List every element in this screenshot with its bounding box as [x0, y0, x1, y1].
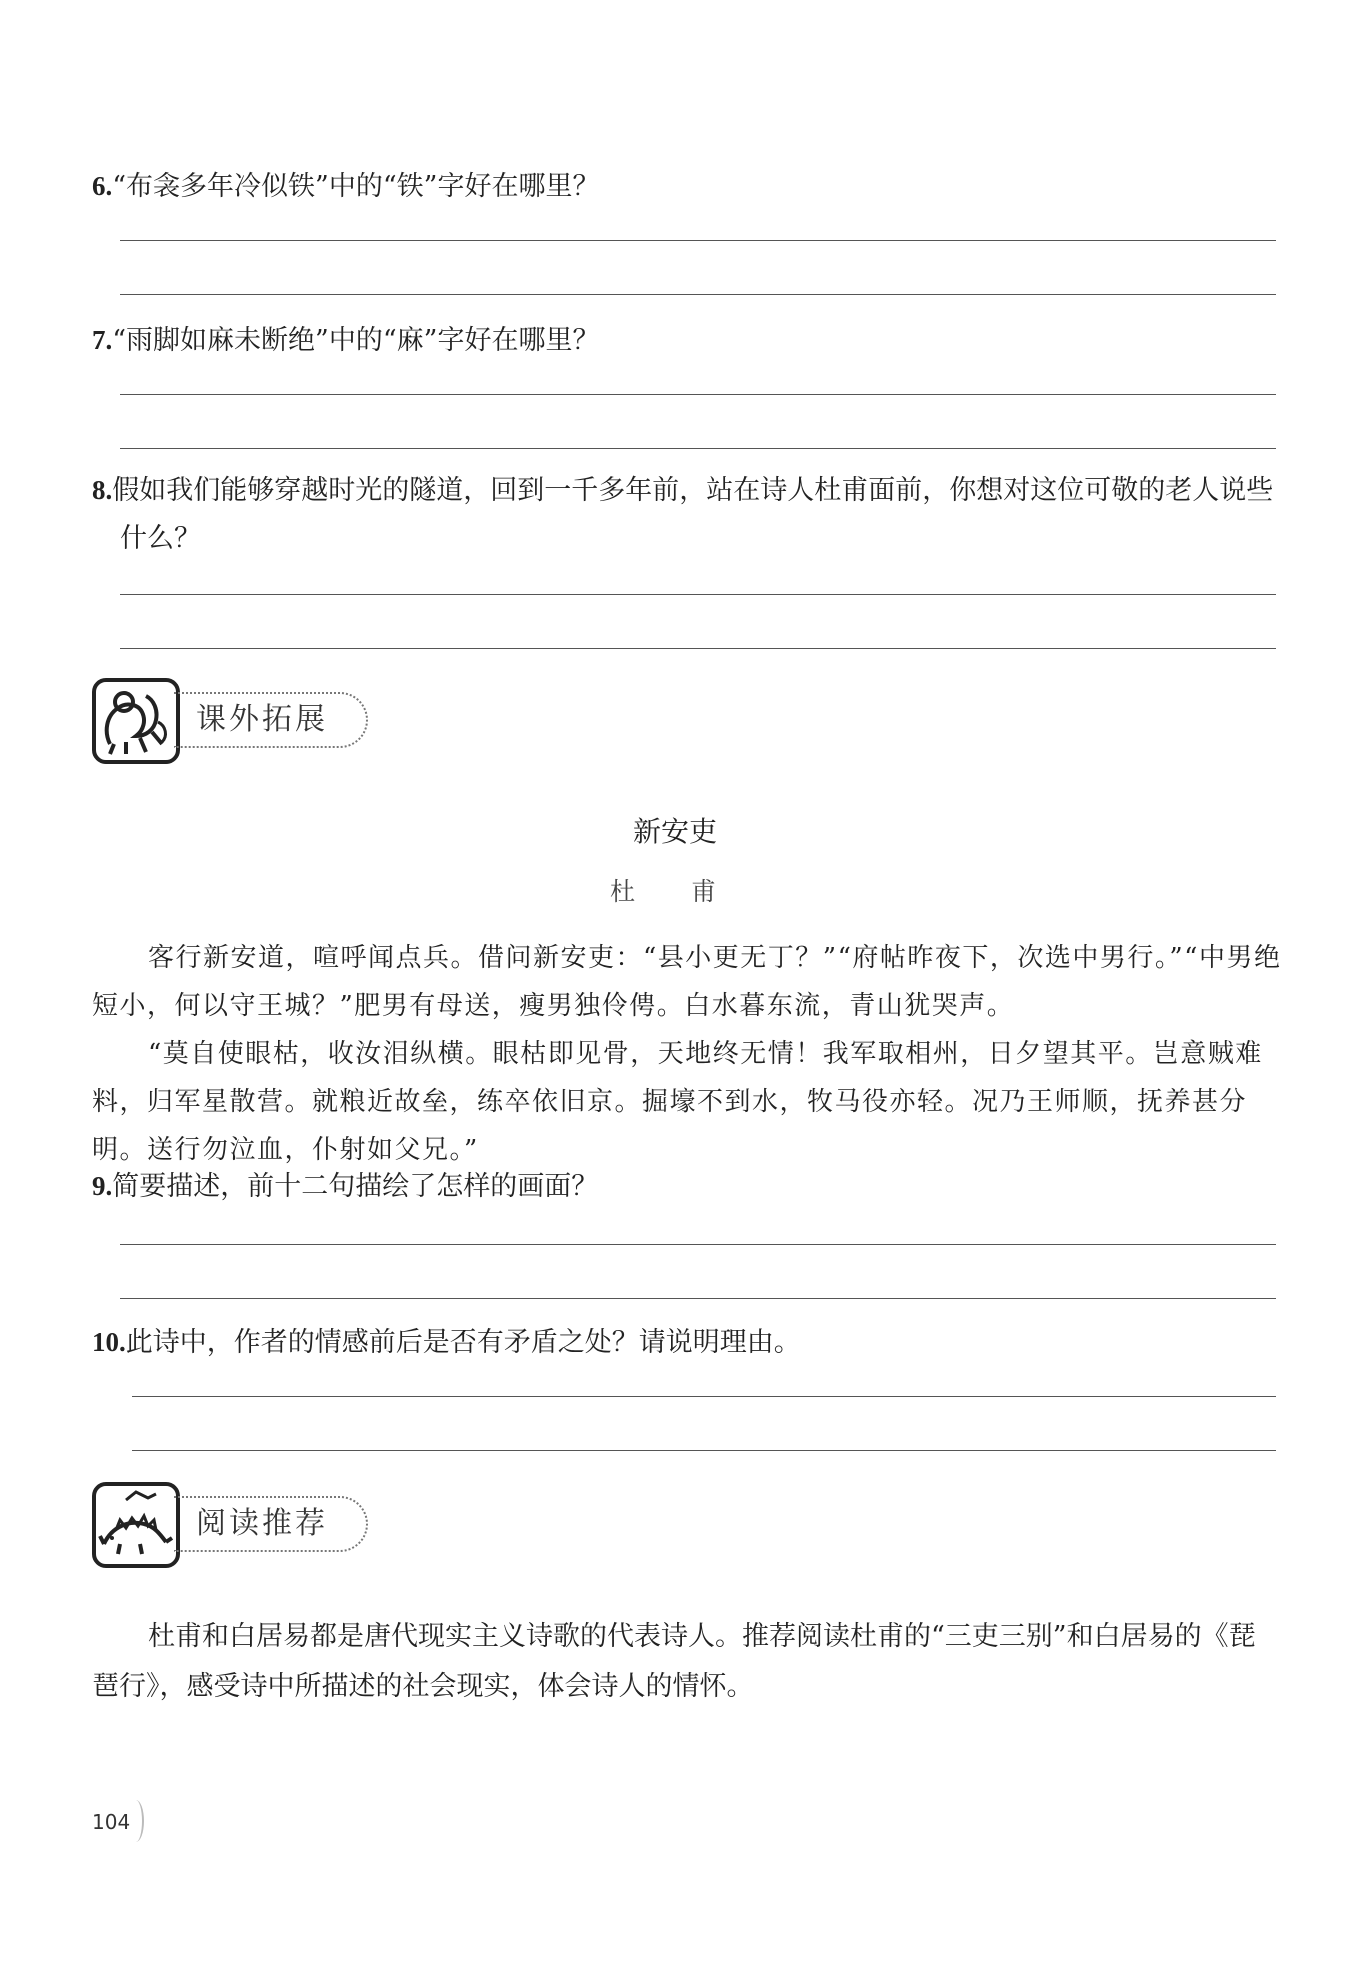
question-number: 7.	[92, 325, 113, 355]
reading-recommendation	[92, 1612, 1282, 1712]
question-10	[92, 1318, 1282, 1367]
poem-author: 杜 甫	[610, 877, 740, 906]
question-text: “布衾多年冷似铁”中的“铁”字好在哪里？	[112, 171, 600, 202]
answer-line[interactable]	[120, 648, 1276, 649]
answer-line[interactable]	[120, 1298, 1276, 1299]
question-number: 6.	[92, 171, 113, 201]
poem-body	[92, 934, 1282, 1174]
question-6	[92, 162, 1282, 211]
poem-paragraph-2: “莫自使眼枯，收汝泪纵横。眼枯即见骨，天地终无情！我军取相州，日夕望其平。岂意贼难料，归军星散营。就粮近故垒，练卒依旧京。掘壕不到水，牧马役亦轻。况乃王师顺，抚养甚分明。送行勿泣血，仆射如父兄。”	[92, 1039, 1263, 1165]
poem-title: 新安吏	[632, 815, 717, 848]
question-number: 10.	[92, 1327, 126, 1357]
section-header-reading	[92, 1482, 382, 1572]
question-8	[92, 466, 1282, 563]
question-number: 9.	[92, 1171, 113, 1201]
answer-line[interactable]	[120, 594, 1276, 595]
question-text: 假如我们能够穿越时光的隧道，回到一千多年前，站在诗人杜甫面前，你想对这位可敬的老人说些什么？	[112, 475, 1274, 554]
answer-line[interactable]	[120, 448, 1276, 449]
question-9	[92, 1162, 1282, 1211]
answer-line[interactable]	[120, 240, 1276, 241]
recommendation-text: 杜甫和白居易都是唐代现实主义诗歌的代表诗人。推荐阅读杜甫的“三吏三别”和白居易的《琵琶行》，感受诗中所描述的社会现实，体会诗人的情怀。	[92, 1621, 1256, 1702]
poem-paragraph-1: 客行新安道，喧呼闻点兵。借问新安吏：“县小更无丁？”“府帖昨夜下，次选中男行。”“中男绝短小，何以守王城？”肥男有母送，瘦男独伶俜。白水暮东流，青山犹哭声。	[92, 943, 1282, 1021]
answer-line[interactable]	[132, 1450, 1276, 1451]
section-header-extension	[92, 678, 382, 768]
page-number-decoration	[128, 1800, 144, 1842]
question-number: 8.	[92, 475, 113, 505]
answer-line[interactable]	[132, 1396, 1276, 1397]
question-text: 此诗中，作者的情感前后是否有矛盾之处？请说明理由。	[125, 1327, 801, 1358]
section-title: 阅读推荐	[174, 1496, 368, 1552]
question-text: 简要描述，前十二句描绘了怎样的画面？	[112, 1171, 599, 1202]
answer-line[interactable]	[120, 394, 1276, 395]
section-title: 课外拓展	[174, 692, 368, 748]
page-number: 104	[92, 1810, 131, 1834]
answer-line[interactable]	[120, 1244, 1276, 1245]
question-7	[92, 316, 1282, 365]
monkey-icon	[92, 678, 180, 764]
question-text: “雨脚如麻未断绝”中的“麻”字好在哪里？	[112, 325, 600, 356]
dinosaur-icon	[92, 1482, 180, 1568]
answer-line[interactable]	[120, 294, 1276, 295]
